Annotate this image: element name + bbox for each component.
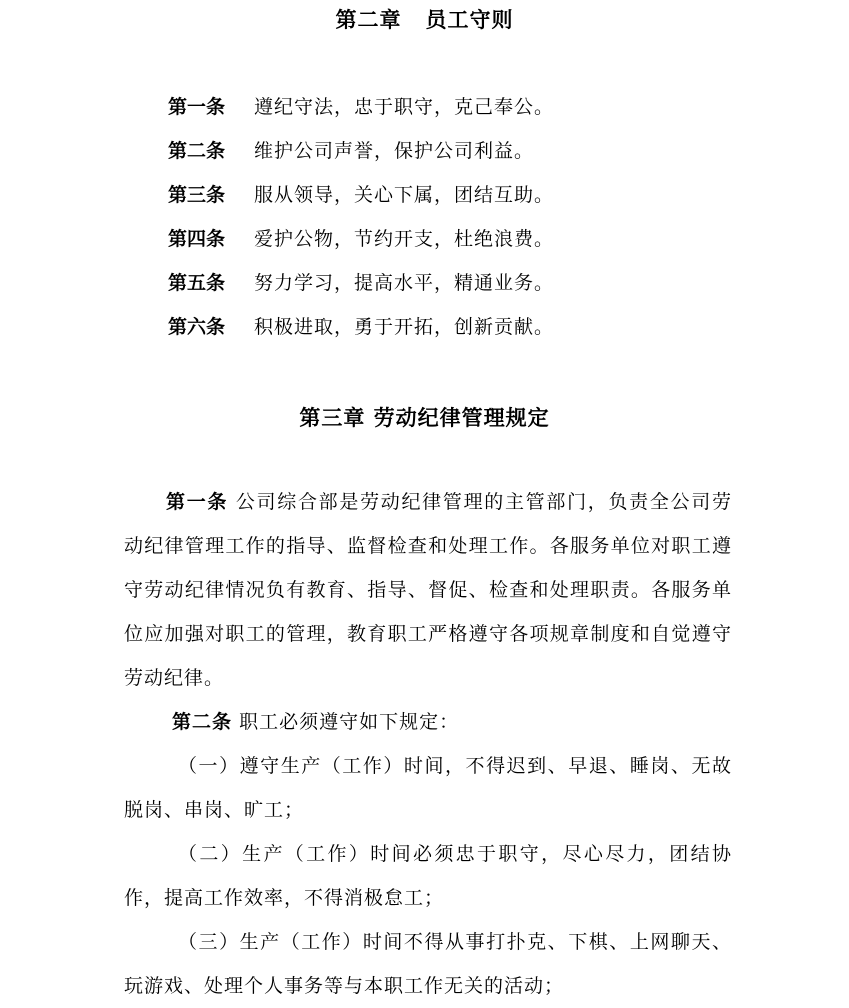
- rule-label: 第二条: [168, 140, 226, 162]
- rule-item-4: [168, 227, 728, 271]
- article-2-item-2: （二）生产（工作）时间必须忠于职守，尽心尽力，团结协作，提高工作效率，不得消极怠工；: [124, 843, 732, 909]
- rule-label: 第三条: [168, 184, 226, 206]
- employee-rules-list: [168, 95, 728, 359]
- rule-text: 积极进取，勇于开拓，创新贡献。: [254, 316, 555, 338]
- rule-text: 爱护公物，节约开支，杜绝浪费。: [254, 228, 555, 250]
- chapter-2-title: [0, 4, 849, 34]
- rule-label: 第五条: [168, 272, 226, 294]
- rule-item-6: [168, 315, 728, 359]
- article-1-paragraph: [124, 480, 732, 700]
- article-2-section: [124, 700, 732, 1008]
- chapter-2-number: 第二章: [335, 7, 402, 32]
- article-2-text: 职工必须遵守如下规定：: [239, 711, 460, 733]
- rule-item-1: [168, 95, 728, 139]
- rule-text: 努力学习，提高水平，精通业务。: [254, 272, 555, 294]
- article-2-item-1: （一）遵守生产（工作）时间，不得迟到、早退、睡岗、无故脱岗、串岗、旷工；: [124, 755, 732, 821]
- rule-text: 遵纪守法，忠于职守，克己奉公。: [254, 96, 555, 118]
- chapter-3-title: 第三章 劳动纪律管理规定: [299, 405, 550, 430]
- rule-text: 服从领导，关心下属，团结互助。: [254, 184, 555, 206]
- chapter-2-name: 员工守则: [425, 7, 514, 32]
- rule-label: 第六条: [168, 316, 226, 338]
- rule-item-3: [168, 183, 728, 227]
- article-2-item-3: （三）生产（工作）时间不得从事打扑克、下棋、上网聊天、玩游戏、处理个人事务等与本职工作无关的活动；: [124, 931, 732, 997]
- rule-item-5: [168, 271, 728, 315]
- article-1-label: 第一条: [166, 491, 229, 513]
- article-1-text: 公司综合部是劳动纪律管理的主管部门，负责全公司劳动纪律管理工作的指导、监督检查和处理工作。各服务单位对职工遵守劳动纪律情况负有教育、指导、督促、检查和处理职责。各服务单位应加强对职工的管理，教育职工严格遵守各项规章制度和自觉遵守劳动纪律。: [124, 491, 732, 689]
- article-2-heading: [124, 700, 732, 744]
- rule-label: 第四条: [168, 228, 226, 250]
- rule-item-2: [168, 139, 728, 183]
- rule-text: 维护公司声誉，保护公司利益。: [254, 140, 535, 162]
- article-2-label: 第二条: [172, 711, 233, 733]
- rule-label: 第一条: [168, 96, 226, 118]
